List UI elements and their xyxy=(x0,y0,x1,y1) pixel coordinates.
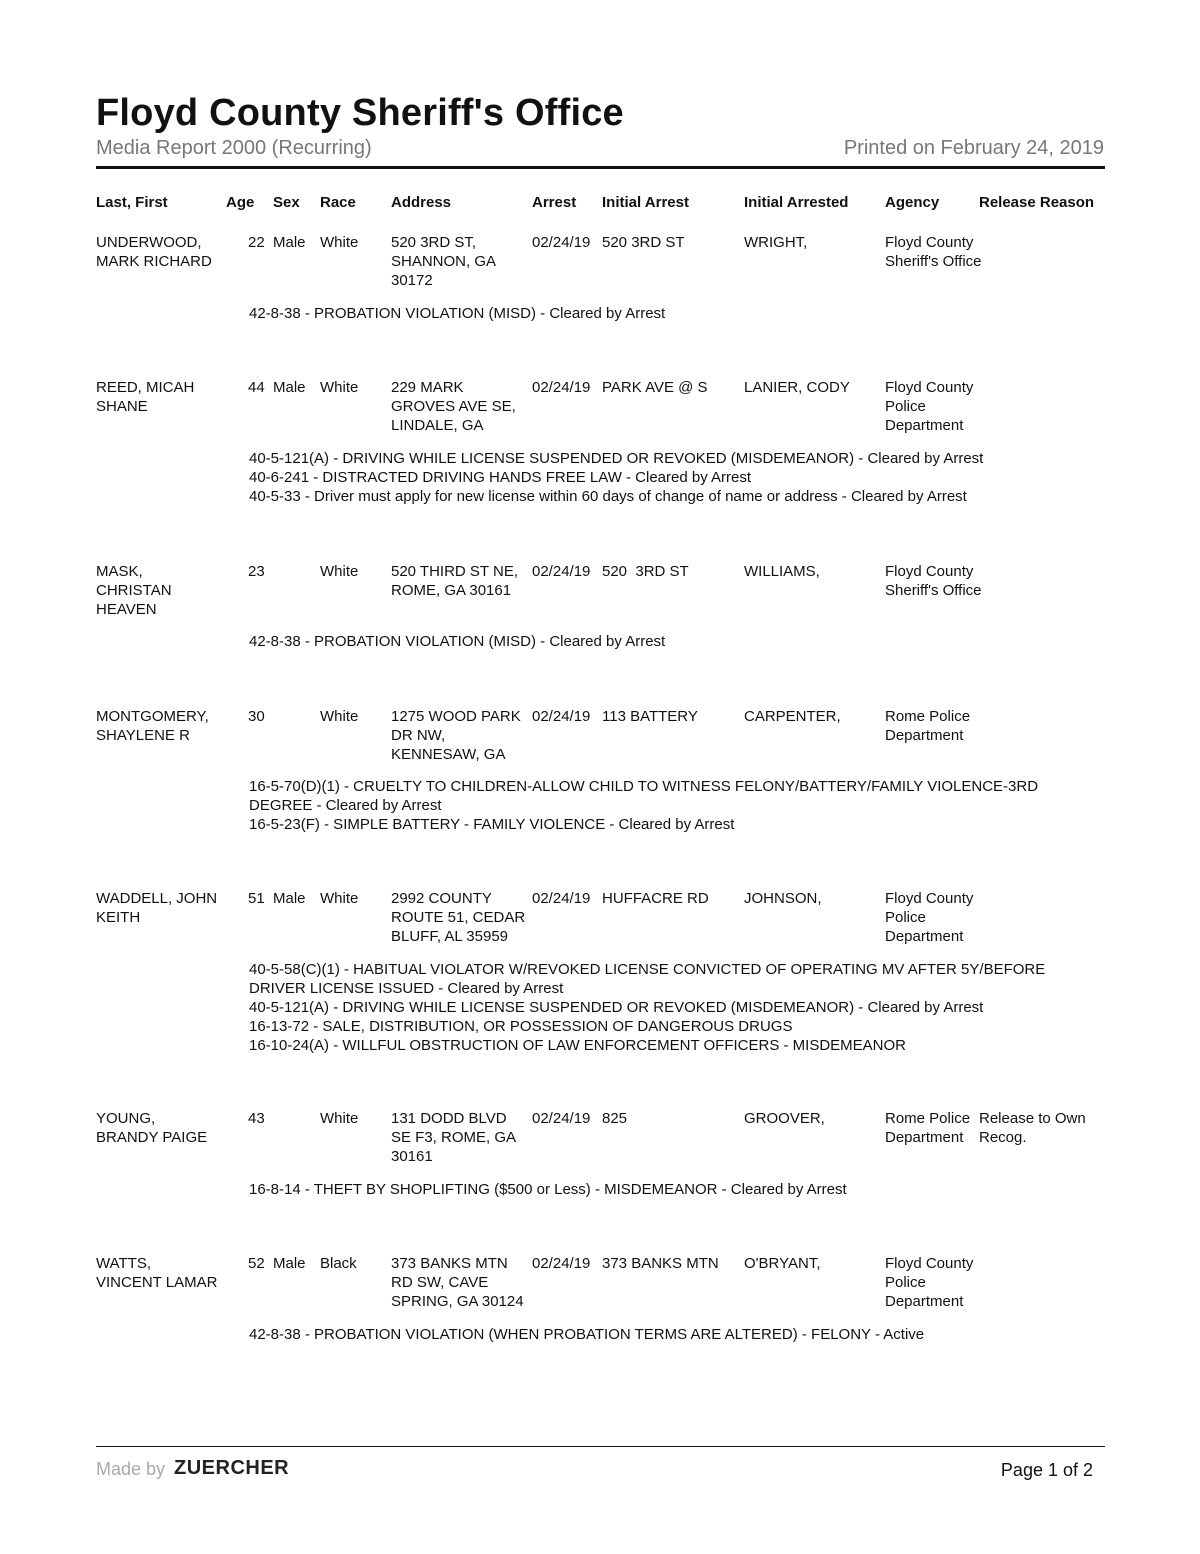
record-release-reason-line: Recog. xyxy=(979,1129,1027,1146)
charge-line: 16-5-23(F) - SIMPLE BATTERY - FAMILY VIOLENCE - Cleared by Arrest xyxy=(249,816,735,833)
record-name-line: SHANE xyxy=(96,398,148,415)
record-arrest-date: 02/24/19 xyxy=(532,234,591,251)
charge-line: 40-5-121(A) - DRIVING WHILE LICENSE SUSPENDED OR REVOKED (MISDEMEANOR) - Cleared by Arrest xyxy=(249,999,984,1016)
page-title: Floyd County Sheriff's Office xyxy=(96,92,624,134)
record-initial-arrest: 520 3RD ST xyxy=(602,563,689,580)
report-subtitle: Media Report 2000 (Recurring) xyxy=(96,137,372,159)
record-release-reason-line: Release to Own xyxy=(979,1110,1086,1127)
col-header-agency: Agency xyxy=(885,194,940,211)
record-agency xyxy=(885,1109,970,1147)
charge-line: 42-8-38 - PROBATION VIOLATION (MISD) - Cleared by Arrest xyxy=(249,305,666,322)
record-age: 52 xyxy=(248,1255,265,1272)
record-charges xyxy=(249,777,1109,834)
record-sex: Male xyxy=(273,1255,306,1272)
record-name xyxy=(96,1109,207,1147)
record-sex: Male xyxy=(273,234,306,251)
record-age: 30 xyxy=(248,708,265,725)
record-agency-line: Department xyxy=(885,417,964,434)
record-address-line: GROVES AVE SE, xyxy=(391,398,516,415)
charge-line: 40-6-241 - DISTRACTED DRIVING HANDS FREE LAW - Cleared by Arrest xyxy=(249,469,752,486)
record-address-line: 1275 WOOD PARK xyxy=(391,708,521,725)
record-agency xyxy=(885,378,973,435)
record-address xyxy=(391,707,521,764)
record-address-line: 30172 xyxy=(391,272,433,289)
record-agency-line: Floyd County xyxy=(885,234,974,251)
record-address-line: 229 MARK xyxy=(391,379,464,396)
record-initial-arrested: O'BRYANT, xyxy=(744,1255,821,1272)
record-age: 22 xyxy=(248,234,265,251)
record-agency xyxy=(885,1254,973,1311)
record-race: White xyxy=(320,234,359,251)
record-address-line: ROUTE 51, CEDAR xyxy=(391,909,526,926)
col-header-address: Address xyxy=(391,194,452,211)
charge-line: DRIVER LICENSE ISSUED - Cleared by Arrest xyxy=(249,980,564,997)
charge-line: 42-8-38 - PROBATION VIOLATION (MISD) - Cleared by Arrest xyxy=(249,633,666,650)
record-age: 43 xyxy=(248,1110,265,1127)
record-name-line: KEITH xyxy=(96,909,141,926)
charge-line: 16-10-24(A) - WILLFUL OBSTRUCTION OF LAW ENFORCEMENT OFFICERS - MISDEMEANOR xyxy=(249,1037,907,1054)
record-address-line: 2992 COUNTY xyxy=(391,890,492,907)
record-initial-arrest: 825 xyxy=(602,1110,628,1127)
col-header-age: Age xyxy=(226,194,255,211)
record-race: White xyxy=(320,1110,359,1127)
record-address-line: LINDALE, GA xyxy=(391,417,484,434)
record-address-line: RD SW, CAVE xyxy=(391,1274,489,1291)
record-agency-line: Police xyxy=(885,1274,926,1291)
record-initial-arrested: JOHNSON, xyxy=(744,890,822,907)
made-by-text: Made by xyxy=(96,1459,166,1479)
record-agency-line: Department xyxy=(885,1129,964,1146)
record-name-line: CHRISTAN xyxy=(96,582,172,599)
footer-rule xyxy=(96,1446,1105,1447)
record-race: White xyxy=(320,379,359,396)
record-arrest-date: 02/24/19 xyxy=(532,890,591,907)
record-initial-arrested: CARPENTER, xyxy=(744,708,841,725)
record-name xyxy=(96,889,217,927)
charge-line: 16-13-72 - SALE, DISTRIBUTION, OR POSSESSION OF DANGEROUS DRUGS xyxy=(249,1018,793,1035)
record-initial-arrest: 373 BANKS MTN xyxy=(602,1255,719,1272)
record-agency xyxy=(885,562,982,600)
record-name-line: MARK RICHARD xyxy=(96,253,212,270)
charge-line: 16-8-14 - THEFT BY SHOPLIFTING ($500 or Less) - MISDEMEANOR - Cleared by Arrest xyxy=(249,1181,847,1198)
zuercher-logo: ZUERCHER xyxy=(174,1457,290,1479)
record-agency-line: Floyd County xyxy=(885,563,974,580)
record-agency-line: Department xyxy=(885,727,964,744)
record-initial-arrest: 520 3RD ST xyxy=(602,234,685,251)
record-name-line: REED, MICAH xyxy=(96,379,195,396)
col-header-arrest: Arrest xyxy=(532,194,577,211)
record-name-line: MONTGOMERY, xyxy=(96,708,209,725)
col-header-initial-arrest: Initial Arrest xyxy=(602,194,689,211)
record-agency-line: Sheriff's Office xyxy=(885,253,982,270)
record-age: 51 xyxy=(248,890,265,907)
record-charges xyxy=(249,632,1109,651)
record-name-line: UNDERWOOD, xyxy=(96,234,202,251)
charge-line: 16-5-70(D)(1) - CRUELTY TO CHILDREN-ALLOW CHILD TO WITNESS FELONY/BATTERY/FAMILY VIOLENCE-3RD xyxy=(249,778,1039,795)
record-age: 23 xyxy=(248,563,265,580)
record-initial-arrested: WILLIAMS, xyxy=(744,563,820,580)
record-sex: Male xyxy=(273,379,306,396)
record-agency-line: Department xyxy=(885,928,964,945)
col-header-race: Race xyxy=(320,194,356,211)
record-name-line: HEAVEN xyxy=(96,601,157,618)
record-address-line: 520 THIRD ST NE, xyxy=(391,563,518,580)
record-arrest-date: 02/24/19 xyxy=(532,708,591,725)
record-name-line: YOUNG, xyxy=(96,1110,156,1127)
record-initial-arrested: LANIER, CODY xyxy=(744,379,850,396)
record-name xyxy=(96,233,212,271)
record-charges xyxy=(249,449,1109,506)
record-charges xyxy=(249,304,1109,323)
record-name xyxy=(96,562,172,619)
record-agency-line: Police xyxy=(885,909,926,926)
record-name xyxy=(96,378,194,416)
record-name-line: SHAYLENE R xyxy=(96,727,190,744)
record-address-line: DR NW, xyxy=(391,727,446,744)
record-charges xyxy=(249,960,1109,1055)
record-initial-arrested: WRIGHT, xyxy=(744,234,808,251)
record-agency-line: Floyd County xyxy=(885,379,974,396)
record-name-line: MASK, xyxy=(96,563,143,580)
record-address-line: 131 DODD BLVD xyxy=(391,1110,507,1127)
record-address xyxy=(391,378,516,435)
record-name xyxy=(96,1254,217,1292)
record-agency-line: Department xyxy=(885,1293,964,1310)
record-address xyxy=(391,233,496,290)
record-name-line: BRANDY PAIGE xyxy=(96,1129,208,1146)
record-agency-line: Rome Police xyxy=(885,708,971,725)
record-arrest-date: 02/24/19 xyxy=(532,1255,591,1272)
charge-line: 40-5-121(A) - DRIVING WHILE LICENSE SUSPENDED OR REVOKED (MISDEMEANOR) - Cleared by Arrest xyxy=(249,450,984,467)
record-address-line: 373 BANKS MTN xyxy=(391,1255,508,1272)
printed-date: Printed on February 24, 2019 xyxy=(843,137,1104,159)
record-agency-line: Floyd County xyxy=(885,1255,974,1272)
record-race: White xyxy=(320,708,359,725)
record-charges xyxy=(249,1180,1109,1199)
record-age: 44 xyxy=(248,379,265,396)
charge-line: 40-5-58(C)(1) - HABITUAL VIOLATOR W/REVOKED LICENSE CONVICTED OF OPERATING MV AFTER 5Y/BEFORE xyxy=(249,961,1046,978)
record-name-line: WADDELL, JOHN xyxy=(96,890,218,907)
record-address-line: BLUFF, AL 35959 xyxy=(391,928,509,945)
record-agency xyxy=(885,707,970,745)
record-agency-line: Police xyxy=(885,398,926,415)
record-address-line: SPRING, GA 30124 xyxy=(391,1293,524,1310)
record-initial-arrest: HUFFACRE RD xyxy=(602,890,709,907)
col-header-name: Last, First xyxy=(96,194,168,211)
col-header-initial-arrested: Initial Arrested xyxy=(744,194,849,211)
record-initial-arrest: PARK AVE @ S xyxy=(602,379,708,396)
col-header-release-reason: Release Reason xyxy=(979,194,1095,211)
page-number: Page 1 of 2 xyxy=(1000,1460,1093,1480)
record-agency xyxy=(885,889,973,946)
record-charges xyxy=(249,1325,1109,1344)
record-agency xyxy=(885,233,982,271)
record-address-line: KENNESAW, GA xyxy=(391,746,506,763)
record-name-line: VINCENT LAMAR xyxy=(96,1274,218,1291)
record-address xyxy=(391,889,525,946)
record-name xyxy=(96,707,209,745)
record-release-reason xyxy=(979,1109,1086,1147)
charge-line: 42-8-38 - PROBATION VIOLATION (WHEN PROBATION TERMS ARE ALTERED) - FELONY - Active xyxy=(249,1326,925,1343)
record-agency-line: Sheriff's Office xyxy=(885,582,982,599)
record-address-line: ROME, GA 30161 xyxy=(391,582,512,599)
header-rule xyxy=(96,166,1105,169)
record-race: Black xyxy=(320,1255,357,1272)
record-address-line: 520 3RD ST, xyxy=(391,234,477,251)
record-race: White xyxy=(320,890,359,907)
col-header-sex: Sex xyxy=(273,194,300,211)
record-agency-line: Floyd County xyxy=(885,890,974,907)
record-address-line: 30161 xyxy=(391,1148,433,1165)
record-arrest-date: 02/24/19 xyxy=(532,379,591,396)
record-arrest-date: 02/24/19 xyxy=(532,1110,591,1127)
record-initial-arrested: GROOVER, xyxy=(744,1110,825,1127)
record-address-line: SHANNON, GA xyxy=(391,253,497,270)
record-arrest-date: 02/24/19 xyxy=(532,563,591,580)
record-name-line: WATTS, xyxy=(96,1255,151,1272)
record-address xyxy=(391,562,518,600)
record-initial-arrest: 113 BATTERY xyxy=(602,708,698,725)
record-address xyxy=(391,1254,524,1311)
record-address-line: SE F3, ROME, GA xyxy=(391,1129,517,1146)
record-address xyxy=(391,1109,516,1166)
record-sex: Male xyxy=(273,890,306,907)
charge-line: DEGREE - Cleared by Arrest xyxy=(249,797,442,814)
record-race: White xyxy=(320,563,359,580)
charge-line: 40-5-33 - Driver must apply for new license within 60 days of change of name or address - Cleared by Arrest xyxy=(249,488,967,505)
record-agency-line: Rome Police xyxy=(885,1110,971,1127)
